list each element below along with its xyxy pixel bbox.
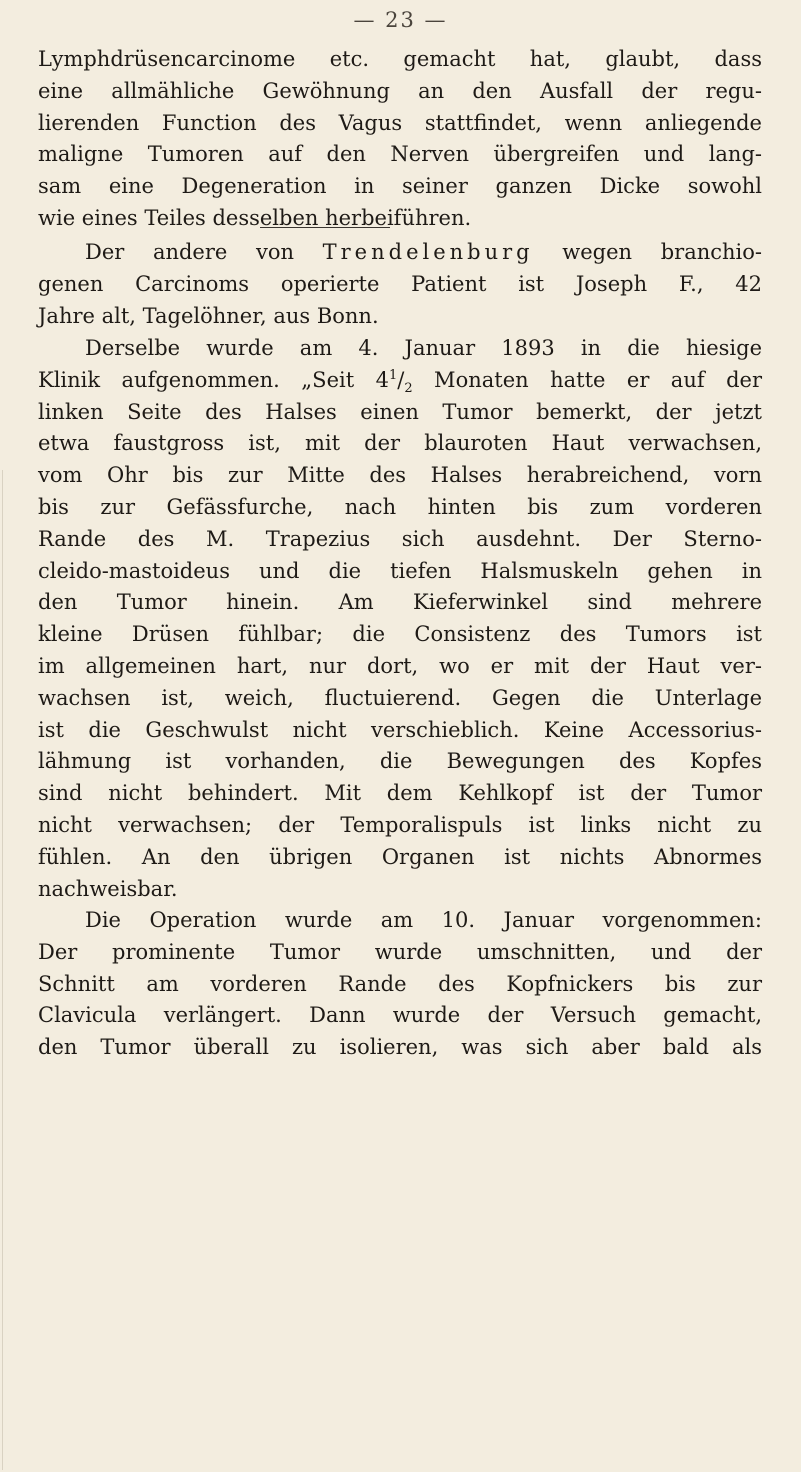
text-line: cleido-mastoideus und die tiefen Halsmuskeln gehen in xyxy=(38,558,762,583)
text-line: maligne Tumoren auf den Nerven übergreifen und lang- xyxy=(38,142,762,167)
paragraph-patient-intro xyxy=(38,237,762,332)
text-line: Clavicula verlängert. Dann wurde der Versuch gemacht, xyxy=(38,1003,762,1028)
text-line: bis zur Gefässfurche, nach hinten bis zum vorderen xyxy=(38,494,762,519)
text-line: ist die Geschwulst nicht verschieblich. Keine Accessorius- xyxy=(38,717,762,742)
text-line: eine allmähliche Gewöhnung an den Ausfall der regu- xyxy=(38,78,762,103)
text-line: vom Ohr bis zur Mitte des Halses herabreichend, vorn xyxy=(38,463,762,488)
text-line: Schnitt am vorderen Rande des Kopfnickers bis zur xyxy=(38,971,762,996)
text-line: kleine Drüsen fühlbar; die Consistenz des Tumors ist xyxy=(38,622,762,647)
text-line: lähmung ist vorhanden, die Bewegungen des Kopfes xyxy=(38,749,762,774)
text-fragment: Klinik aufgenommen. „Seit 4 xyxy=(38,367,389,392)
page-edge-shadow xyxy=(2,470,3,1470)
text-line: Der prominente Tumor wurde umschnitten, und der xyxy=(38,939,762,964)
text-line: Derselbe wurde am 4. Januar 1893 in die hiesige xyxy=(85,336,762,360)
paragraph-clinical-findings xyxy=(38,333,762,905)
text-line: nicht verwachsen; der Temporalispuls ist links nicht zu xyxy=(38,812,762,837)
text-line: Jahre alt, Tagelöhner, aus Bonn. xyxy=(38,303,379,328)
page-number: — 23 — xyxy=(353,8,448,32)
paragraph-continued xyxy=(38,44,762,235)
text-line xyxy=(38,237,762,269)
paragraph-operation xyxy=(38,905,762,1064)
text-line: wachsen ist, weich, fluctuierend. Gegen die Unterlage xyxy=(38,685,762,710)
author-name: Trendelenburg xyxy=(322,240,534,264)
section-divider xyxy=(260,227,390,228)
fraction-numerator: 1 xyxy=(388,367,398,383)
text-line: wie eines Teiles desselben herbeiführen. xyxy=(38,205,472,230)
text-fragment: Der andere von xyxy=(85,240,323,264)
text-line: den Tumor überall zu isolieren, was sich aber bald als xyxy=(38,1035,762,1060)
text-line: Lymphdrüsencarcinome etc. gemacht hat, glaubt, dass xyxy=(38,47,762,71)
text-line: sind nicht behindert. Mit dem Kehlkopf ist der Tumor xyxy=(38,781,762,806)
text-line: etwa faustgross ist, mit der blauroten Haut verwachsen, xyxy=(38,431,762,456)
text-line: fühlen. An den übrigen Organen ist nichts Abnormes xyxy=(38,844,762,869)
text-line: Klinik aufgenommen. „Seit $4^1/_2$ Monaten hatte er auf der xyxy=(38,367,762,396)
text-line: den Tumor hinein. Am Kieferwinkel sind mehrere xyxy=(38,590,762,615)
text-fragment: wegen branchio- xyxy=(533,240,762,264)
text-line: genen Carcinoms operierte Patient ist Joseph F., 42 xyxy=(38,271,762,296)
text-line: lierenden Function des Vagus stattfindet, wenn anliegende xyxy=(38,110,762,135)
text-line: sam eine Degeneration in seiner ganzen Dicke sowohl xyxy=(38,174,762,199)
text-line: Rande des M. Trapezius sich ausdehnt. Der Sterno- xyxy=(38,526,762,551)
text-line: Die Operation wurde am 10. Januar vorgenommen: xyxy=(85,908,762,932)
text-line: linken Seite des Halses einen Tumor bemerkt, der jetzt xyxy=(38,399,762,424)
fraction-denominator: 2 xyxy=(404,380,413,396)
text-line: nachweisbar. xyxy=(38,876,178,901)
text-fragment: Monaten hatte er auf der xyxy=(412,367,762,392)
text-line: im allgemeinen hart, nur dort, wo er mit der Haut ver- xyxy=(38,653,762,678)
